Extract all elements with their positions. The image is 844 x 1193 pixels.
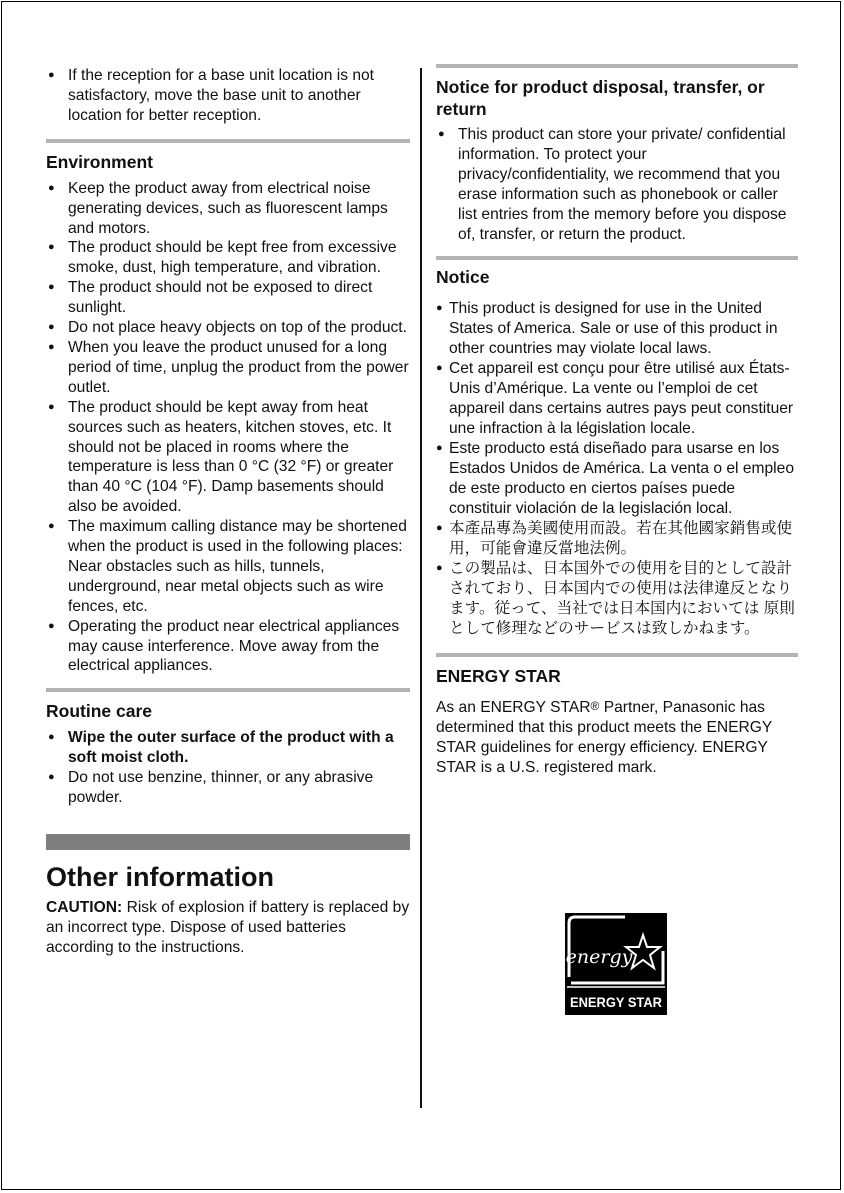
environment-heading: Environment <box>46 151 153 172</box>
energy-star-label: ENERGY STAR <box>570 994 662 1010</box>
notice-heading: Notice <box>436 267 490 288</box>
registered-mark: ® <box>590 699 600 714</box>
energy-star-logo <box>565 913 667 1015</box>
left-column <box>46 64 410 958</box>
section-divider <box>46 139 410 143</box>
section-divider <box>436 256 798 260</box>
list-item: ● この製品は、日本国外での使用を目的として設計されており、日本国内での使用は法律違反となります。従って、当社では日本国内においては 原則として修理などのサービスは致しかねます。 <box>436 559 798 639</box>
caution-text: Risk of explosion if battery is replaced by an incorrect type. Dispose of used batteries according to the instructions. <box>46 899 410 956</box>
energy-star-heading: ENERGY STAR <box>436 666 561 687</box>
list-item: ● Do not use benzine, thinner, or any abrasive powder. <box>46 768 410 808</box>
section-divider <box>436 653 798 657</box>
caution-paragraph <box>46 898 410 958</box>
energy-text-end: Partner, Panasonic has determined that this product meets the ENERGY STAR guidelines for energy efficiency. ENERGY STAR is a U.S. registered mark. <box>436 699 773 777</box>
list-item: ● When you leave the product unused for a long period of time, unplug the product from the power outlet. <box>46 338 410 398</box>
caution-label: CAUTION: <box>46 899 123 916</box>
energy-star-logo-icon <box>565 913 667 1015</box>
right-column <box>436 64 798 1010</box>
list-item: ● Keep the product away from electrical noise generating devices, such as fluorescent lamps and motors. <box>46 179 410 239</box>
list-item: ● The product should be kept away from heat sources such as heaters, kitchen stoves, etc. It should not be placed in rooms where the temperature is less than 0 °C (32 °F) or greater than 40 °C (104 °F). Damp basements should also be avoided. <box>46 398 410 517</box>
section-divider <box>436 64 798 68</box>
environment-list <box>46 179 410 677</box>
list-item: ● Wipe the outer surface of the product with a soft moist cloth. <box>46 728 410 768</box>
other-information-title: Other information <box>46 862 274 892</box>
chapter-bar <box>46 834 410 850</box>
disposal-list <box>436 125 798 244</box>
column-divider <box>420 68 422 1108</box>
list-item: ● The maximum calling distance may be shortened when the product is used in the following places: Near obstacles such as hills, tunnels, underground, near metal objects such as wire fences, etc. <box>46 517 410 617</box>
list-item: ● This product can store your private/ confidential information. To protect your privacy/confidentiality, we recommend that you erase information such as phonebook or caller list entries from the memory before you dispose of, transfer, or return the product. <box>436 125 798 244</box>
list-item: ● Cet appareil est conçu pour être utilisé aux États-Unis d’Amérique. La vente ou l’emploi de cet appareil dans certains autres pays peut constituer une infraction à la législation locale. <box>436 359 798 439</box>
manual-page <box>1 1 841 1190</box>
section-divider <box>46 688 410 692</box>
list-item: ● The product should be kept free from excessive smoke, dust, high temperature, and vibration. <box>46 238 410 278</box>
list-item: ● This product is designed for use in the United States of America. Sale or use of this product in other countries may violate local laws. <box>436 299 798 359</box>
list-item: ● Este producto está diseñado para usarse en los Estados Unidos de América. La venta o el empleo de este producto en ciertos países puede constituir violación de la legislación local. <box>436 439 798 519</box>
energy-script: energy <box>565 946 633 968</box>
list-item: ● If the reception for a base unit location is not satisfactory, move the base unit to another location for better reception. <box>46 66 410 126</box>
list-item: ● Operating the product near electrical appliances may cause interference. Move away from the electrical appliances. <box>46 617 410 677</box>
intro-list <box>46 66 410 126</box>
energy-text-start: As an ENERGY STAR <box>436 699 591 717</box>
disposal-heading: Notice for product disposal, transfer, or return <box>436 77 765 119</box>
list-item: ● Do not place heavy objects on top of the product. <box>46 318 410 338</box>
list-item: ● 本產品專為美國使用而設。若在其他國家銷售或使用，可能會違反當地法例。 <box>436 519 798 559</box>
list-item: ● The product should not be exposed to direct sunlight. <box>46 278 410 318</box>
notice-list <box>436 299 798 639</box>
routine-care-heading: Routine care <box>46 701 152 722</box>
routine-care-list <box>46 728 410 808</box>
energy-star-paragraph <box>436 697 798 778</box>
